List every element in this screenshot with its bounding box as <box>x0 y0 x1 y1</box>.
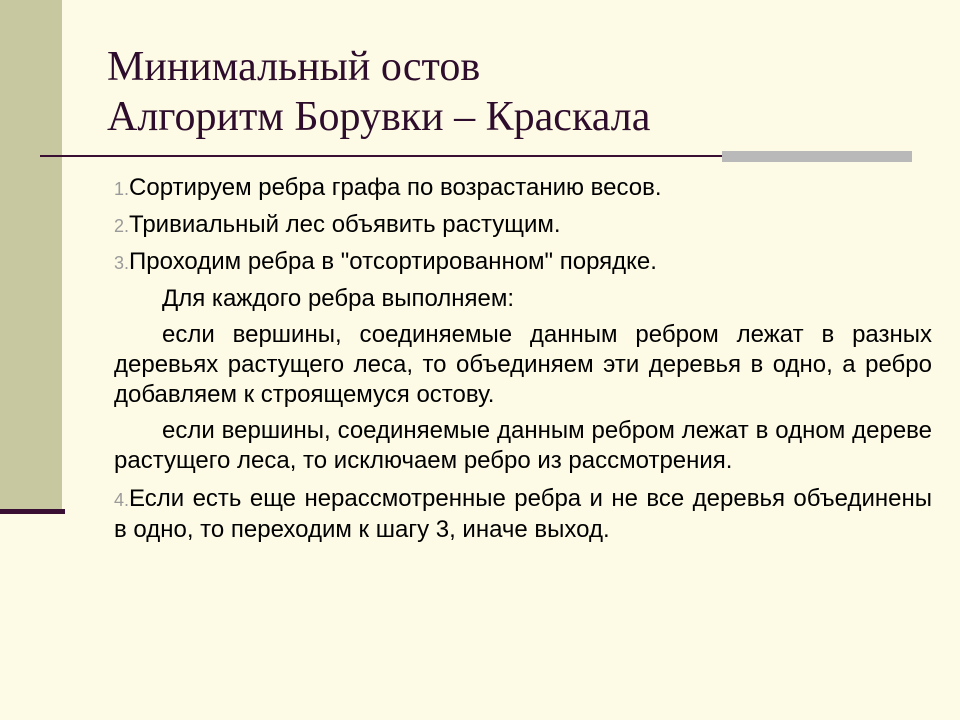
step-2 <box>114 210 932 241</box>
step-3 <box>114 247 932 278</box>
step-number: 4. <box>114 490 130 510</box>
step-number: 1. <box>114 179 130 199</box>
step-text: Проходим ребра в "отсортированном" порядке. <box>129 248 657 275</box>
title-line-1: Минимальный остов <box>107 44 481 90</box>
step-number: 3. <box>114 253 130 273</box>
step-1 <box>114 173 932 204</box>
title-line-2: Алгоритм Борувки – Краскала <box>107 94 651 140</box>
left-band-divider <box>0 509 65 514</box>
slide-title <box>107 42 927 142</box>
step-number: 2. <box>114 216 130 236</box>
title-underline-accent <box>722 151 912 162</box>
slide-body <box>114 173 932 551</box>
step-4 <box>114 484 932 545</box>
step-text: Сортируем ребра графа по возрастанию весов. <box>129 174 662 201</box>
step-text: Тривиальный лес объявить растущим. <box>129 211 561 238</box>
left-decorative-band <box>0 0 62 512</box>
step-text: Если есть еще нерассмотренные ребра и не все деревья объединены в одно, то переходим к шагу 3, иначе выход. <box>114 485 932 543</box>
case-same-tree: если вершины, соединяемые данным ребром лежат в одном дереве растущего леса, то исключаем ребро из рассмотрения. <box>114 417 932 474</box>
sub-intro: Для каждого ребра выполняем: <box>162 285 515 312</box>
case-different-trees: если вершины, соединяемые данным ребром лежат в разных деревьях растущего леса, то объединяем эти деревья в одно, а ребро добавляем к строящемуся остову. <box>114 321 932 408</box>
